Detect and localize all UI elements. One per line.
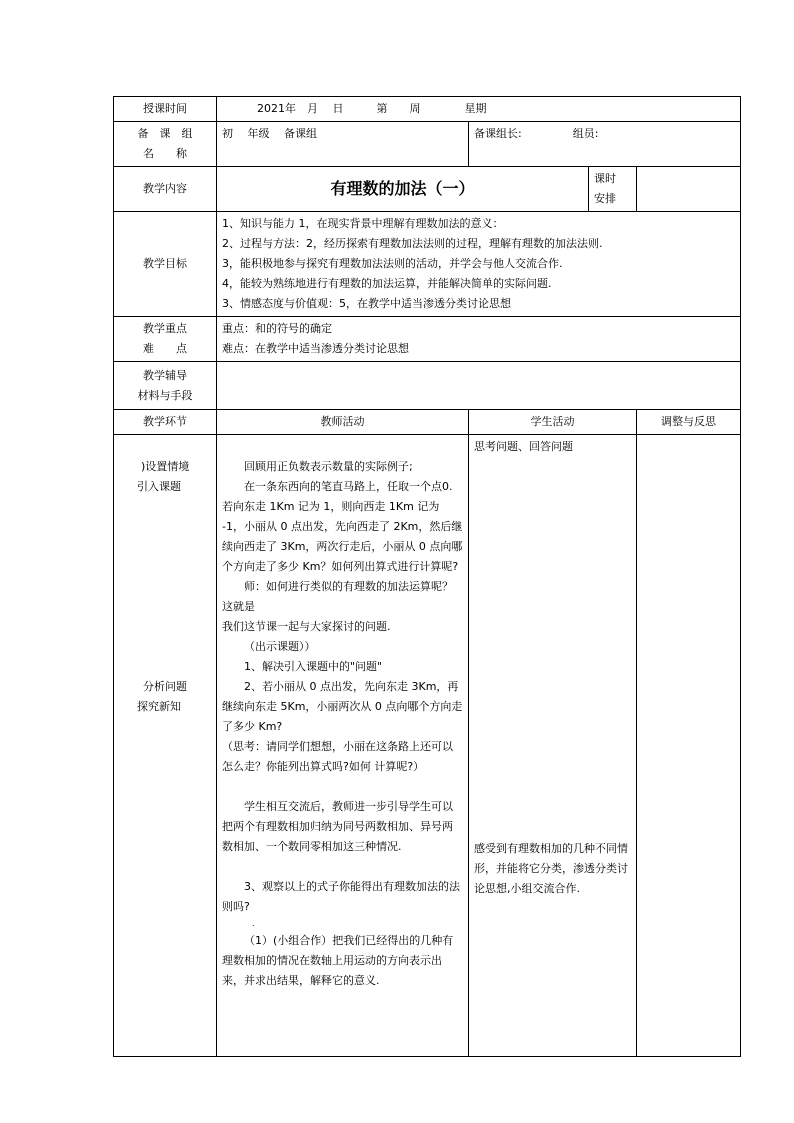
teacher-text: 学生相互交流后，教师进一步引导学生可以把两个有理数相加归纳为同号两数相加、异号两数相加、一个数同零相加这三种情况. bbox=[222, 800, 453, 853]
goal-item: 3、情感态度与价值观：5，在教学中适当渗透分类讨论思想 bbox=[222, 297, 511, 310]
header-reflection: 调整与反思 bbox=[637, 410, 741, 435]
label-class-hours bbox=[589, 167, 637, 212]
student-text: 感受到有理数相加的几种不同情形，并能将它分类，渗透分类讨论思想,小组交流合作. bbox=[474, 842, 628, 895]
value-teaching-aids bbox=[217, 362, 741, 410]
activity-content-row bbox=[114, 435, 741, 1057]
header-student-activity: 学生活动 bbox=[469, 410, 637, 435]
student-text: 思考问题、回答问题 bbox=[474, 440, 573, 453]
label-prep-group-line2: 名 称 bbox=[143, 147, 187, 160]
teacher-text: 师：如何进行类似的有理数的加法运算呢？这就是 bbox=[222, 580, 453, 613]
lesson-plan-table bbox=[113, 96, 741, 1057]
row-teaching-content bbox=[114, 167, 741, 212]
label-class-hours-line1: 课时 bbox=[594, 172, 616, 185]
label-teaching-time: 授课时间 bbox=[114, 97, 217, 122]
value-class-hours bbox=[637, 167, 741, 212]
teacher-text: 1、解决引入课题中的"问题" bbox=[244, 660, 383, 673]
label-group-members: 组员: bbox=[572, 127, 599, 140]
teacher-activity bbox=[217, 435, 469, 1057]
reflection-cell bbox=[637, 435, 741, 1057]
goal-item: 2、过程与方法：2，经历探索有理数加法法则的过程，理解有理数的加法法则. bbox=[222, 237, 603, 250]
label-teaching-goals: 教学目标 bbox=[114, 212, 217, 317]
teacher-text: （1）(小组合作）把我们已经得出的几种有理数相加的情况在数轴上用运动的方向表示出来，并求出结果，解释它的意义. bbox=[222, 934, 454, 987]
key-point-text: 重点：和的符号的确定 bbox=[222, 322, 332, 335]
teaching-stages bbox=[114, 435, 217, 1057]
row-teaching-time bbox=[114, 97, 741, 122]
row-key-points bbox=[114, 317, 741, 362]
label-key-points bbox=[114, 317, 217, 362]
label-teaching-content: 教学内容 bbox=[114, 167, 217, 212]
goal-item: 4，能较为熟练地进行有理数的加法运算，并能解决简单的实际问题. bbox=[222, 277, 552, 290]
header-teacher-activity: 教师活动 bbox=[217, 410, 469, 435]
label-prep-group bbox=[114, 122, 217, 167]
label-teaching-aids bbox=[114, 362, 217, 410]
teacher-text: 我们这节课一起与大家探讨的问题. bbox=[222, 620, 391, 633]
lesson-title: 有理数的加法（一） bbox=[217, 167, 589, 212]
teacher-text: 2、若小丽从 0 点出发，先向东走 3Km，再继续向东走 5Km，小丽两次从 0 点向哪个方向走了多少 Km? bbox=[222, 680, 463, 733]
label-key-points-line1: 教学重点 bbox=[143, 322, 187, 335]
teacher-text: （出示课题）） bbox=[244, 640, 316, 653]
difficulty-text: 难点：在教学中适当渗透分类讨论思想 bbox=[222, 342, 409, 355]
activity-header-row bbox=[114, 410, 741, 435]
goal-item: 3，能积极地参与探究有理数加法法则的活动，并学会与他人交流合作. bbox=[222, 257, 563, 270]
student-activity bbox=[469, 435, 637, 1057]
teaching-goals-list bbox=[217, 212, 741, 317]
row-teaching-goals bbox=[114, 212, 741, 317]
teacher-text: 在一条东西向的笔直马路上，任取一个点0.若向东走 1Km 记为 1，则向西走 1Km 记为 -1，小丽从 0 点出发，先向西走了 2Km，然后继续向西走了 3Km，两次行走后，小丽从 0 点向哪个方向走了多少 Km？如何列出算式进行计算呢? bbox=[222, 480, 463, 573]
teacher-text: （思考：请同学们想想，小丽在这条路上还可以怎么走？你能列出算式吗?如何 计算呢?） bbox=[222, 740, 453, 773]
header-teaching-stage: 教学环节 bbox=[114, 410, 217, 435]
label-key-points-line2: 难 点 bbox=[143, 342, 187, 355]
teacher-text: 回顾用正负数表示数量的实际例子; bbox=[244, 460, 413, 473]
value-prep-group: 初 年级 备课组 bbox=[217, 122, 469, 167]
teacher-text: 3、观察以上的式子你能得出有理数加法的法则吗? bbox=[222, 880, 460, 913]
row-prep-group bbox=[114, 122, 741, 167]
label-class-hours-line2: 安排 bbox=[594, 192, 616, 205]
key-points-content bbox=[217, 317, 741, 362]
goal-item: 1、知识与能力 1，在现实背景中理解有理数加法的意义： bbox=[222, 217, 504, 230]
stage-2-line2: 探究新知 bbox=[137, 700, 181, 713]
label-teaching-aids-line2: 材料与手段 bbox=[137, 388, 193, 402]
value-teaching-time: 2021年 月 日 第 周 星期 bbox=[217, 97, 741, 122]
label-teaching-aids-line1: 教学辅导 bbox=[143, 368, 187, 382]
label-prep-group-line1: 备 课 组 bbox=[137, 127, 193, 140]
group-leader-members bbox=[469, 122, 741, 167]
stage-2-line1: 分析问题 bbox=[143, 680, 187, 693]
row-teaching-aids bbox=[114, 362, 741, 410]
stage-1-line1: )设置情境 bbox=[141, 460, 190, 473]
stage-1-line2: 引入课题 bbox=[137, 480, 181, 493]
label-group-leader: 备课组长: bbox=[474, 127, 522, 140]
teacher-text: . bbox=[252, 919, 255, 928]
